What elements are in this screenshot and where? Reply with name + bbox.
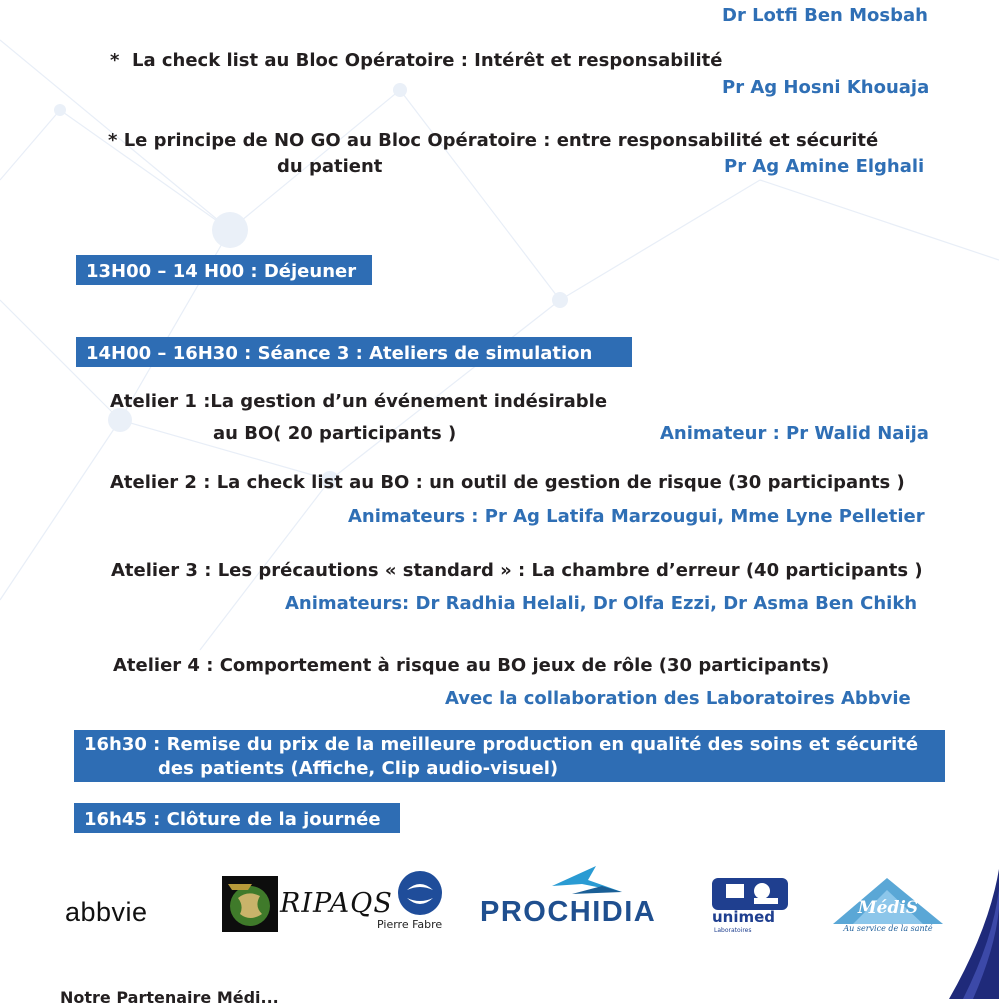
- lunch-bar: 13H00 – 14 H00 : Déjeuner: [76, 255, 372, 285]
- footer-partner-text: Notre Partenaire Médi...: [60, 988, 279, 1007]
- corner-swoosh-decoration: [949, 869, 999, 999]
- bullet: *: [110, 50, 120, 71]
- pierre-fabre-emblem-icon: [397, 870, 443, 916]
- medis-tagline: Au service de la santé: [843, 924, 933, 933]
- medis-logo: [833, 876, 943, 938]
- session3-bar: 14H00 – 16H30 : Séance 3 : Ateliers de simulation: [76, 337, 632, 367]
- unimed-subtitle: Laboratoires: [714, 927, 752, 934]
- atelier-3-animators: Animateurs: Dr Radhia Helali, Dr Olfa Ezzi, Dr Asma Ben Chikh: [285, 593, 918, 614]
- atelier-3-title: Atelier 3 : Les précautions « standard » : La chambre d’erreur (40 participants ): [111, 560, 923, 581]
- talk-title: La check list au Bloc Opératoire : Intérêt et responsabilité: [131, 50, 723, 71]
- talk-no-go: [108, 130, 878, 151]
- prochidia-arrow-icon: [552, 866, 622, 896]
- atelier-4-title: Atelier 4 : Comportement à risque au BO jeux de rôle (30 participants): [113, 655, 830, 676]
- award-bar: [74, 730, 945, 782]
- unimed-emblem-icon: [710, 876, 790, 912]
- speaker-hosni-khouaja: Pr Ag Hosni Khouaja: [722, 77, 930, 98]
- closing-bar: 16h45 : Clôture de la journée: [74, 803, 400, 833]
- talk-check-list: [110, 50, 722, 71]
- prochidia-logo: [480, 866, 690, 932]
- award-line1: 16h30 : Remise du prix de la meilleure production en qualité des soins et sécurité: [84, 734, 919, 755]
- atelier-1-animator: Animateur : Pr Walid Naija: [660, 423, 929, 444]
- talk-no-go-line2: du patient: [277, 156, 383, 177]
- bullet: *: [108, 130, 118, 151]
- atelier-4-collaboration: Avec la collaboration des Laboratoires Abbvie: [445, 688, 911, 709]
- talk-title: Le principe de NO GO au Bloc Opératoire : entre responsabilité et sécurité: [123, 130, 879, 151]
- atelier-1-title-line2: au BO( 20 participants ): [213, 423, 457, 444]
- atelier-2-animators: Animateurs : Pr Ag Latifa Marzougui, Mme Lyne Pelletier: [348, 506, 925, 527]
- pierre-fabre-logo: [375, 870, 465, 934]
- award-line2: des patients (Affiche, Clip audio-visuel): [158, 758, 559, 779]
- ripaqs-logo: [222, 876, 393, 932]
- atelier-1-title: Atelier 1 :La gestion d’un événement indésirable: [110, 391, 608, 412]
- atelier-2-title: Atelier 2 : La check list au BO : un outil de gestion de risque (30 participants ): [110, 472, 905, 493]
- ripaqs-wordmark: RIPAQS: [280, 888, 393, 919]
- speaker-amine-elghali: Pr Ag Amine Elghali: [724, 156, 925, 177]
- unimed-logo: [708, 876, 794, 936]
- speaker-lotfi-ben-mosbah: Dr Lotfi Ben Mosbah: [722, 5, 928, 26]
- ripaqs-globe-icon: [222, 876, 278, 932]
- medis-wordmark: MédiS: [857, 898, 919, 918]
- abbvie-logo: abbvie: [65, 897, 148, 927]
- unimed-wordmark: unimed: [712, 908, 776, 926]
- pierre-fabre-wordmark: Pierre Fabre: [377, 918, 443, 931]
- prochidia-wordmark: PROCHIDIA: [480, 896, 657, 928]
